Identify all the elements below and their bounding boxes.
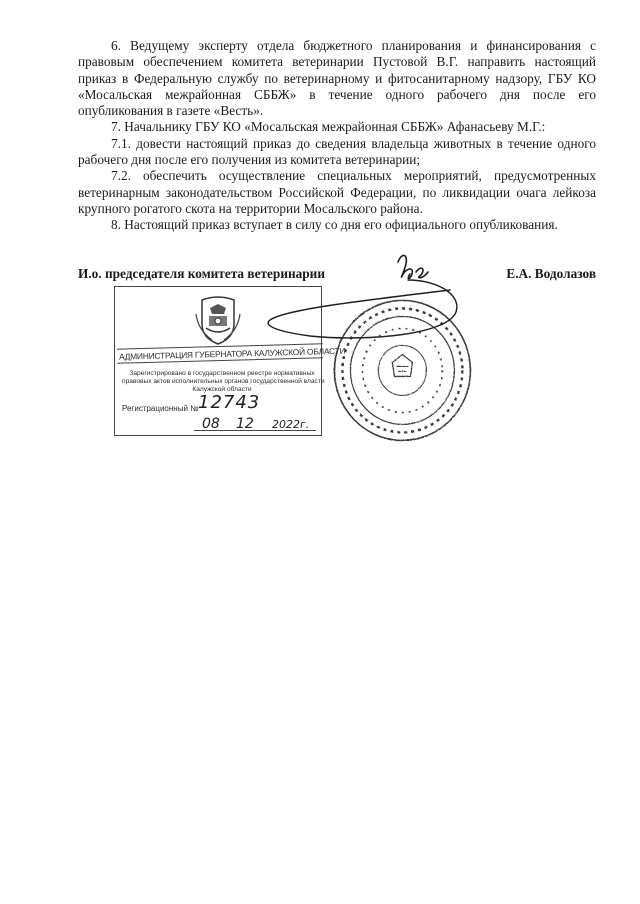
stamp-number-handwritten: 12743 <box>198 392 261 413</box>
stamp-day-handwritten: 08 <box>202 416 220 432</box>
handwritten-signature <box>250 250 470 346</box>
paragraph-8: 8. Настоящий приказ вступает в силу со дня его официального опубликования. <box>111 217 558 233</box>
stamp-month-handwritten: 12 <box>236 416 254 432</box>
paragraph-7-2: 7.2. обеспечить осуществление специальных мероприятий, предусмотренных ветеринарным законодательством Российской Федерации, по ликвидации очага лейкоза крупного рогатого скота на территории Мосальского района. <box>78 168 596 216</box>
signatory-name: Е.А. Водолазов <box>506 266 596 281</box>
stamp-organization: АДМИНИСТРАЦИЯ ГУБЕРНАТОРА КАЛУЖСКОЙ ОБЛАСТИ <box>117 343 323 363</box>
signatory-title: И.о. председателя комитета ветеринарии <box>78 266 326 281</box>
stamp-line: правовых актов исполнительных органов государственной власти <box>122 378 325 385</box>
paragraph-7: 7. Начальнику ГБУ КО «Мосальская межрайонная СББЖ» Афанасьеву М.Г.: <box>111 119 546 135</box>
stamp-date-line <box>194 430 316 431</box>
order-body <box>78 38 596 234</box>
paragraph-6: 6. Ведущему эксперту отдела бюджетного планирования и финансирования с правовым обеспечением комитета ветеринарии Пустовой В.Г. направить настоящий приказ в Федеральную службу по ветеринарному и фитосанитарному надзору, ГБУ КО «Мосальская межрайонная СББЖ» в течение одного рабочего дня после его опубликования в газете «Весть». <box>78 38 596 119</box>
stamp-number-label: Регистрационный № <box>122 404 199 413</box>
stamp-year: 2022г. <box>272 418 310 431</box>
stamp-line: Зарегистрировано в государственном реестре нормативных <box>129 370 315 377</box>
stamp-line: Калужской области <box>192 386 252 393</box>
paragraph-7-1: 7.1. довести настоящий приказ до сведения владельца животных в течение одного рабочего дня после его получения из комитета ветеринарии; <box>78 135 596 168</box>
coat-of-arms-icon <box>192 294 244 346</box>
